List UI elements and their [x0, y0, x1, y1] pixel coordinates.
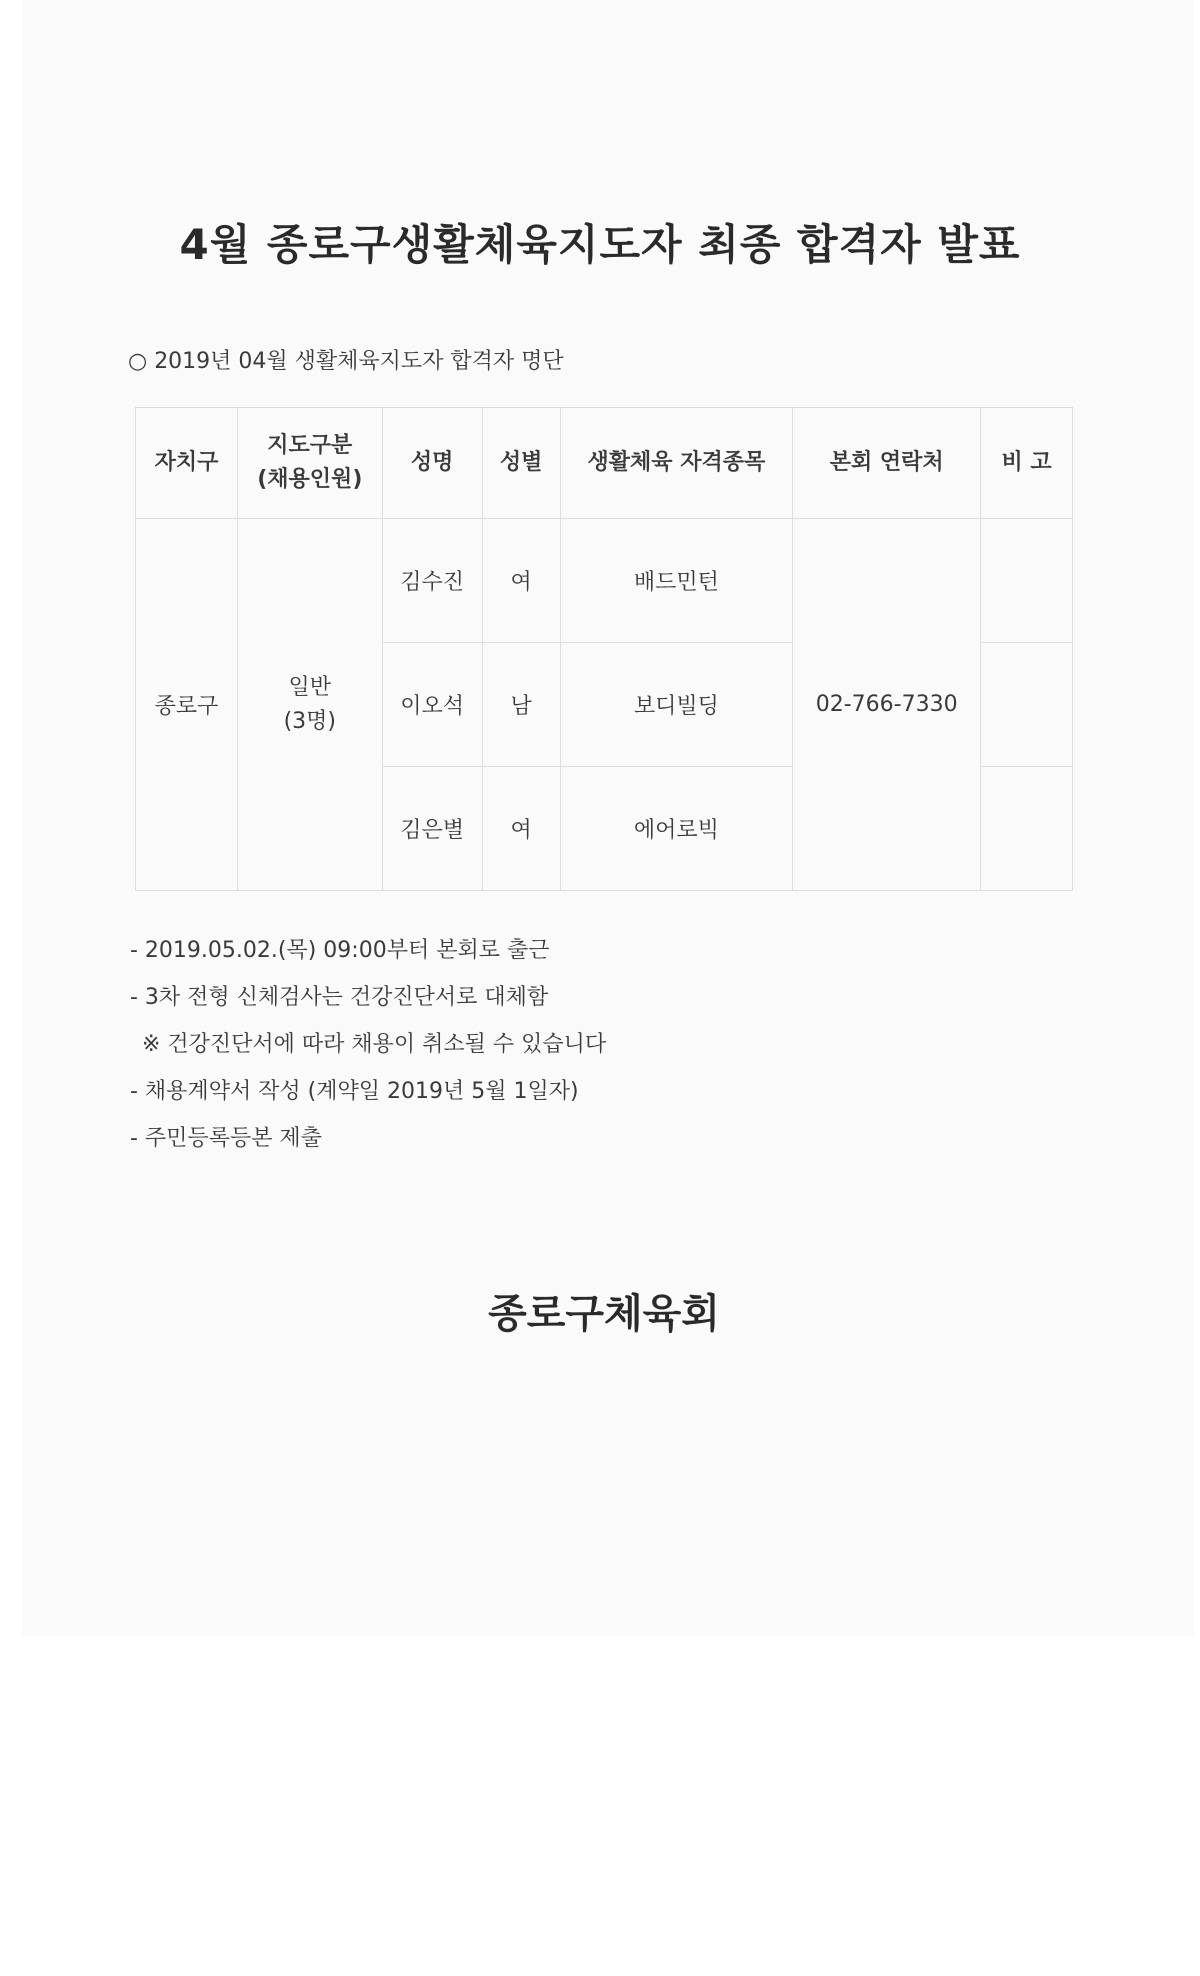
cell-gender: 여 — [482, 519, 560, 643]
notes-list — [130, 934, 606, 1169]
note-item: - 채용계약서 작성 (계약일 2019년 5월 1일자) — [130, 1079, 579, 1104]
header-contact: 본회 연락처 — [793, 408, 981, 519]
header-category-line1: 지도구분 — [267, 433, 353, 458]
organization-name: 종로구체육회 — [488, 1291, 720, 1337]
table-header-row — [136, 408, 1073, 519]
header-category-line2: (채용인원) — [257, 467, 363, 492]
header-gender: 성별 — [482, 408, 560, 519]
cell-name: 김수진 — [382, 519, 482, 643]
header-district: 자치구 — [136, 408, 238, 519]
cell-category — [237, 519, 382, 891]
cell-gender: 여 — [482, 767, 560, 891]
cell-remarks — [981, 767, 1073, 891]
header-category — [237, 408, 382, 519]
cell-name: 이오석 — [382, 643, 482, 767]
cell-contact: 02-766-7330 — [793, 519, 981, 891]
roster-table — [135, 407, 1073, 891]
note-item: - 3차 전형 신체검사는 건강진단서로 대체함 — [130, 985, 549, 1010]
header-remarks: 비 고 — [981, 408, 1073, 519]
cell-category-line2: (3명) — [283, 708, 337, 734]
note-item: - 주민등록등본 제출 — [130, 1126, 322, 1151]
page-title: 4월 종로구생활체육지도자 최종 합격자 발표 — [179, 220, 1021, 269]
cell-remarks — [981, 519, 1073, 643]
header-qualification: 생활체육 자격종목 — [560, 408, 793, 519]
note-item: - 2019.05.02.(목) 09:00부터 본회로 출근 — [130, 938, 550, 963]
cell-name: 김은별 — [382, 767, 482, 891]
cell-category-line1: 일반 — [288, 674, 332, 700]
cell-remarks — [981, 643, 1073, 767]
subtitle: ○ 2019년 04월 생활체육지도자 합격자 명단 — [128, 349, 564, 374]
cell-qualification: 보디빌딩 — [560, 643, 793, 767]
note-warning: ※ 건강진단서에 따라 채용이 취소될 수 있습니다 — [142, 1032, 607, 1057]
cell-gender: 남 — [482, 643, 560, 767]
cell-qualification: 에어로빅 — [560, 767, 793, 891]
header-name: 성명 — [382, 408, 482, 519]
cell-qualification: 배드민턴 — [560, 519, 793, 643]
cell-district: 종로구 — [136, 519, 238, 891]
table-row — [136, 519, 1073, 643]
